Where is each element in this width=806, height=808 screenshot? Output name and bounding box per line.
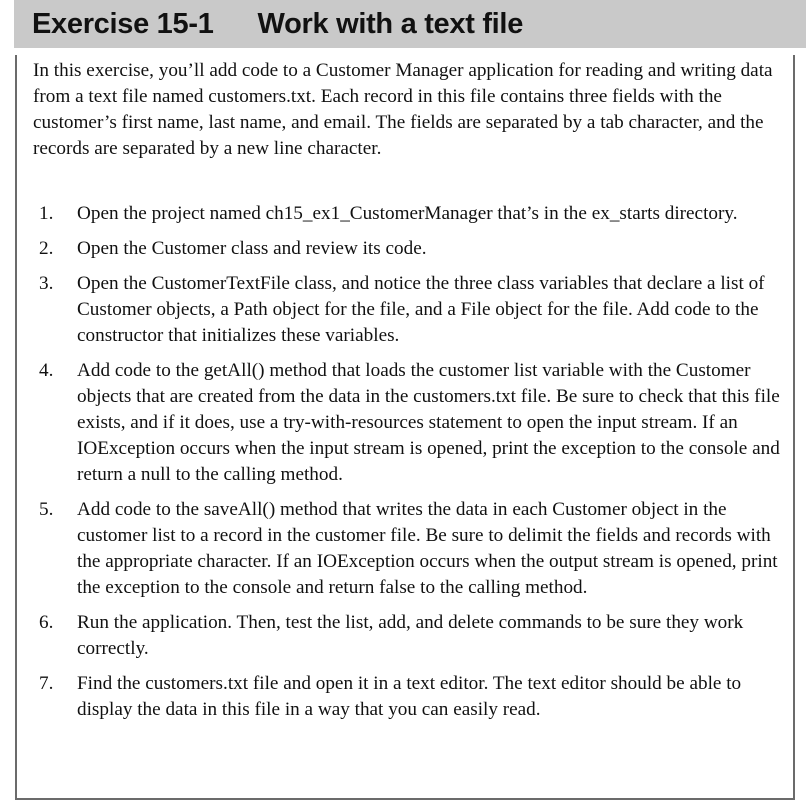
step-item — [31, 358, 787, 488]
steps-list — [31, 201, 787, 732]
step-number: 3. — [39, 273, 54, 294]
exercise-number: Exercise 15-1 — [32, 7, 214, 40]
step-number: 1. — [39, 203, 54, 224]
exercise-body — [15, 55, 795, 800]
step-item — [31, 497, 787, 601]
step-text: Open the CustomerTextFile class, and notice the three class variables that declare a list of Customer objects, a Path object for the file, and a File object for the file. Add code to the constructor that initializes these variables. — [77, 273, 765, 346]
exercise-header — [14, 0, 806, 48]
step-item — [31, 671, 787, 723]
step-text: Find the customers.txt file and open it in a text editor. The text editor should be able to display the data in this file in a way that you can easily read. — [77, 673, 742, 720]
step-text: Run the application. Then, test the list, add, and delete commands to be sure they work correctly. — [77, 612, 744, 659]
step-item — [31, 271, 787, 349]
step-number: 2. — [39, 238, 54, 259]
step-number: 4. — [39, 360, 54, 381]
step-number: 5. — [39, 499, 54, 520]
step-text: Open the project named ch15_ex1_CustomerManager that’s in the ex_starts directory. — [77, 203, 738, 224]
exercise-title: Work with a text file — [257, 7, 524, 40]
step-item — [31, 236, 787, 262]
step-item — [31, 201, 787, 227]
intro-paragraph: In this exercise, you’ll add code to a Customer Manager application for reading and writing data from a text file named customers.txt. Each record in this file contains three fields with the customer’s first name, last name, and email. The fields are separated by a tab character, and the records are separated by a new line character. — [33, 60, 773, 159]
step-text: Add code to the getAll() method that loads the customer list variable with the Customer objects that are created from the data in the customers.txt file. Be sure to check that this file exists, and if it does, use a try-with-resources statement to open the input stream. If an IOException occurs when the input stream is opened, print the exception to the console and return a null to the calling method. — [77, 360, 780, 485]
step-number: 7. — [39, 673, 54, 694]
step-item — [31, 610, 787, 662]
step-text: Open the Customer class and review its code. — [77, 238, 427, 259]
step-text: Add code to the saveAll() method that writes the data in each Customer object in the customer list to a record in the customer file. Be sure to delimit the fields and records with the appropriate character. If an IOException occurs when the output stream is opened, print the exception to the console and return false to the calling method. — [77, 499, 778, 598]
step-number: 6. — [39, 612, 54, 633]
